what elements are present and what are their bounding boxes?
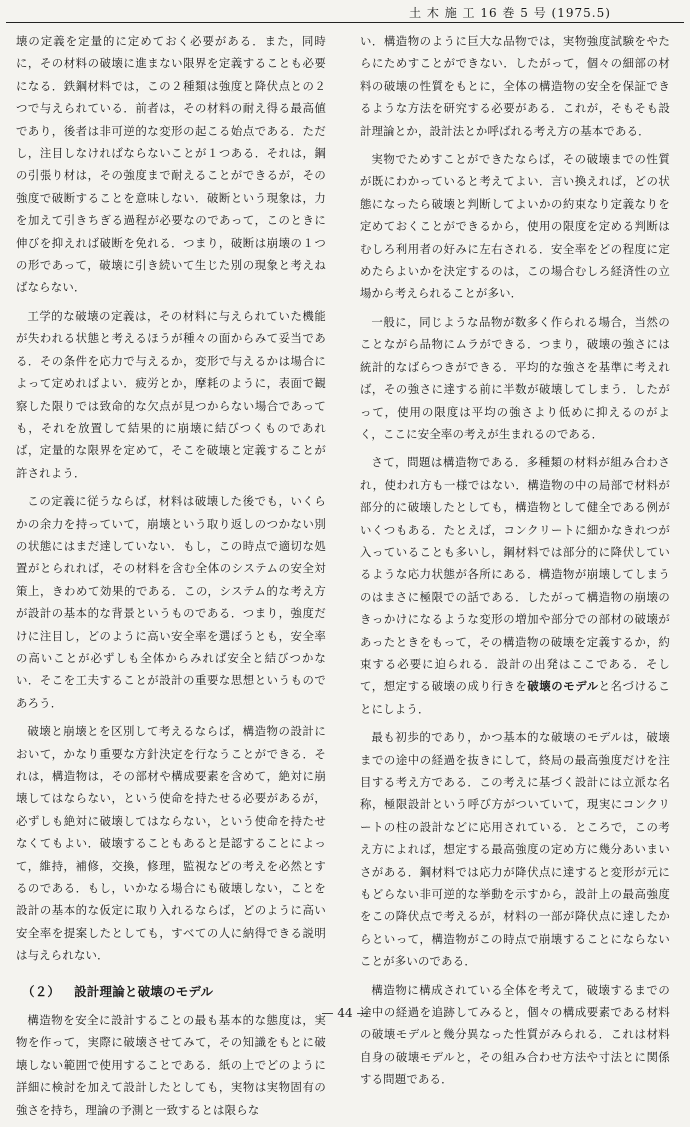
- paragraph-text: さて，問題は構造物である．多種類の材料が組み合わされ，使われ方も一様ではない．構造物の中の局部で材料が部分的に破壊したとしても，構造物として健全である例がいくつもある．たとえば，コンクリートに細かなきれつが入っていることも多いし，鋼材料では部分的に降伏しているような応力状態が各所にある．構造物が崩壊してしまうのはまさに極限での話である．したがって構造物の崩壊のきっかけになるような変形の増加や部分での部材の破壊があったときをもって，その構造物の破壊を定義するか，約束する必要に迫られる．設計の出発はここである．そして，想定する破壊の成り行きを: [360, 455, 670, 694]
- paragraph: 最も初歩的であり，かつ基本的な破壊のモデルは，破壊までの途中の経過を抜きにして，終局の最高強度だけを注目する考え方である．この考えに基づく設計には立派な名称，極限設計という呼び方がついていて，現実にコンクリートの柱の設計などに応用されている．ところで，この考え方によれば，想定する最高強度の定め方に幾分あいまいさがある．鋼材料では応力が降伏点に達すると変形が元にもどらない非可逆的な挙動を示すから，設計上の最高強度をこの降伏点で考えるが，材料の一部が降伏点に達したからといって，構造物がこの時点で崩壊することにならないことが多いのである．: [360, 730, 670, 969]
- paragraph: い．構造物のように巨大な品物では，実物強度試験をやたらにためすことができない．したがって，個々の細部の材料の破壊の性質をもとに，全体の構造物の安全を保証できるような方法を研究する必要がある．これが，そもそも設計理論とか，設計法とか呼ばれる考え方の基本である．: [360, 34, 670, 138]
- paragraph: 一般に，同じような品物が数多く作られる場合，当然のことながら品物にムラができる．つまり，破壊の強さには統計的なばらつきができる．平均的な強さを基準に考えれば，その強さに達する前に半数が破壊してしまう．したがって，使用の限度は平均の強さより低めに抑えるのがよく，ここに安全率の考えが生まれるのである．: [360, 314, 670, 441]
- right-column: [360, 30, 670, 1097]
- section-heading: [22, 981, 326, 1003]
- page-number: — 44 —: [321, 1006, 369, 1020]
- section-number: （２）: [22, 983, 61, 999]
- paragraph: 破壊と崩壊とを区別して考えるならば，構造物の設計において，かなり重要な方針決定を行なうことができる．それは，構造物は，その部材や構成要素を含めて，絶対に崩壊してはならない，という使命を持たせる必要があるが，必ずしも絶対に破壊してはならない，という使命を持たせなくてもよい．破壊することもあると是認することによって，維持，補修，交換，修理，監視などの考えを必然とするのである．もし，いかなる場合にも破壊しない，ことを設計の基本的な仮定に取り入れるならば，どのように高い安全率を提案したとしても，すべての人に納得できる説明は与えられない．: [16, 724, 326, 963]
- paragraph: 壊の定義を定量的に定めておく必要がある．また，同時に，その材料の破壊に進まない限界を定義することも必要になる．鉄鋼材料では，この２種類は強度と降伏点との２つで与えられている．前者は，その材料の耐え得る最高値であり，後者は非可逆的な変形の起こる始点である．ただし，注目しなければならないことが１つある．それは，鋼の引張り材は，その強度まで耐えることができるが，その強度で破断することを意味しない．破断という現象は，力を加えて引きちぎる過程が必要なのであって，このときに伸びを抑えれば破断を免れる．つまり，破断は崩壊の１つの形であって，破壊に引き続いて生じた別の現象と考えねばならない．: [16, 34, 326, 295]
- paragraph: 実物でためすことができたならば，その破壊までの性質が既にわかっていると考えてよい．言い換えれば，どの状態になったら破壊と判断してよいかの約束なり定義なりを定めておくことができるから，使用の限度を定める判断はむしろ利用者の好みに左右される．安全率をどの程度に定めたらよいかを決定するのは，この場合むしろ経済性の立場から考えられることが多い．: [360, 152, 670, 301]
- paragraph: この定義に従うならば，材料は破壊した後でも，いくらかの余力を持っていて，崩壊という取り返しのつかない別の状態にはまだ達していない．もし，この時点で適切な処置がとられれば，その材料を含む全体のシステムの安全対策上，きわめて効果的である．この，システム的な考え方が設計の基本的な背景というものである．つまり，強度だけに注目し，どのように高い安全率を選ぼうとも，安全率の高いことが必ずしも全体からみれば安全と結びつかない．そこを工夫することが設計の重要な思想というものであろう．: [16, 494, 326, 710]
- left-column: [16, 30, 326, 1127]
- emphasis-term: 破壊のモデル: [527, 679, 599, 694]
- paragraph: [360, 451, 670, 720]
- header-rule: [6, 22, 684, 23]
- paragraph: 構造物に構成されている全体を考えて，破壊するまでの途中の経過を追跡してみると，個々の構成要素である材料の破壊モデルと幾分異なった性質がみられる．これは材料自身の破壊モデルと，その組み合わせ方法や寸法とに関係する問題である．: [360, 982, 670, 1087]
- section-title: 設計理論と破壊のモデル: [74, 983, 214, 999]
- paragraph-text: と名づけることにしよう．: [360, 679, 671, 716]
- paragraph: 工学的な破壊の定義は，その材料に与えられていた機能が失われる状態と考えるほうが種々の面からみて妥当である．その条件を応力で与えるか，変形で与えるかは場合によって定めればよい．疲労とか，摩耗のように，表面で観察した限りでは致命的な欠点が見つからない場合であっても，それを放置して結果的に崩壊に結びつくものであれば，定量的な限界を定めて，そこを破壊と定義することが許されよう．: [16, 308, 326, 480]
- paragraph: 構造物を安全に設計することの最も基本的な態度は，実物を作って，実際に破壊させてみて，その知識をもとに破壊しない範囲で使用することである．紙の上でどのように詳細に検討を加えて設計したとしても，実物は実物固有の強さを持ち，理論の予測と一致するとは限らな: [16, 1013, 326, 1117]
- running-header: 土 木 施 工 16 巻 5 号 (1975.5): [409, 6, 611, 20]
